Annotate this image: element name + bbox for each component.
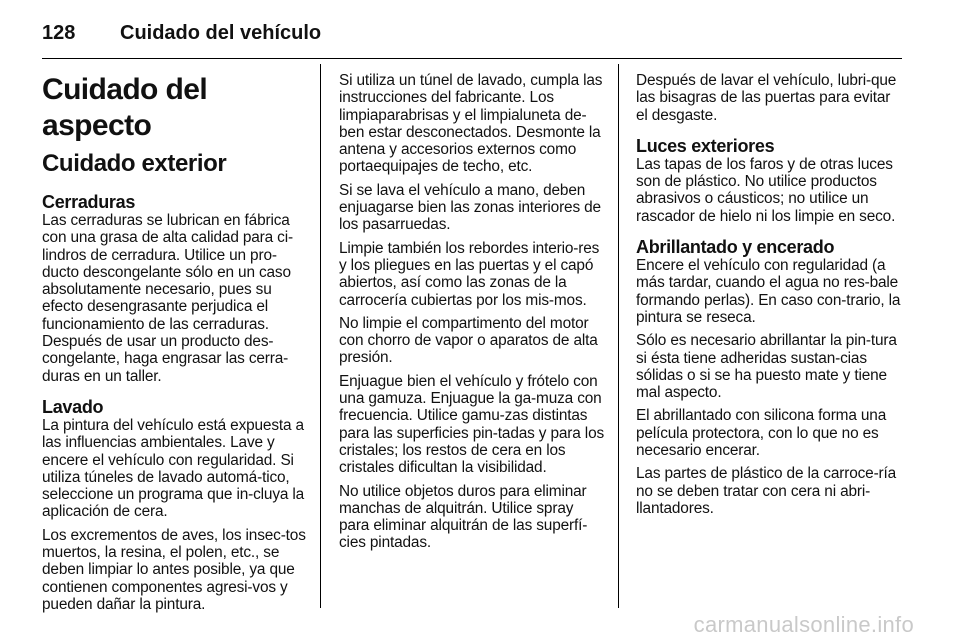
paragraph: No utilice objetos duros para eliminar manchas de alquitrán. Utilice spray para eliminar alquitrán de las superfí-cies pintadas. — [339, 482, 588, 552]
sub-heading: Cuidado exterior — [42, 150, 227, 177]
paragraph: Las partes de plástico de la carroce-ría no se deben tratar con cera ni abri-llantadores. — [636, 465, 897, 517]
watermark: carmanualsonline.info — [693, 612, 914, 637]
paragraph: Las cerraduras se lubrican en fábrica con una grasa de alta calidad para ci-lindros de cerradura. Utilice un pro-ducto descongelante sólo en un caso absolutamente necesario, pues su efecto desengrasante perjudica el funcionamiento de las cerraduras. Después de usar un producto des-congelante, haga engrasar las cerra-duras en un taller. — [42, 212, 293, 385]
paragraph: Enjuague bien el vehículo y frótelo con una gamuza. Enjuague la ga-muza con frecuencia. Utilice gamu-zas distintas para las superficies pin-tadas y para los cristales; los restos de cera en los cristales dificultan la visibilidad. — [339, 372, 605, 477]
column-1 — [42, 72, 310, 619]
section-heading-cerraduras: Cerraduras — [42, 192, 136, 212]
paragraph: Después de lavar el vehículo, lubri-que las bisagras de las puertas para evitar el desgaste. — [636, 72, 897, 124]
paragraph: No limpie el compartimento del motor con chorro de vapor o aparatos de alta presión. — [339, 314, 598, 367]
column-divider — [618, 64, 619, 608]
column-divider — [320, 64, 321, 608]
section-heading-abrillantado: Abrillantado y encerado — [636, 237, 835, 258]
paragraph: Encere el vehículo con regularidad (a más tardar, cuando el agua no res-bale formando perlas). En caso con-trario, la pintura se reseca. — [636, 257, 901, 326]
page-number: 128 — [42, 21, 76, 44]
chapter-title: Cuidado del vehículo — [120, 21, 322, 44]
main-heading: Cuidado del aspecto — [42, 73, 208, 142]
paragraph: Las tapas de los faros y de otras luces son de plástico. No utilice productos abrasivos o cáusticos; no utilice un rascador de hielo ni los limpie en seco. — [636, 155, 896, 225]
column-3 — [636, 72, 904, 523]
paragraph: Los excrementos de aves, los insec-tos muertos, la resina, el polen, etc., se deben limpiar lo antes posible, ya que contienen componentes agresi-vos y pueden dañar la pintura. — [42, 526, 306, 613]
paragraph: Si se lava el vehículo a mano, deben enjuagarse bien las zonas interiores de los pasarruedas. — [339, 181, 601, 234]
paragraph: Limpie también los rebordes interio-res y los pliegues en las puertas y el capó abiertos, así como las zonas de la carrocería cubiertas por los mis-mos. — [339, 239, 600, 309]
section-heading-lavado: Lavado — [42, 396, 104, 417]
paragraph: El abrillantado con silicona forma una película protectora, con lo que no es necesario encerar. — [636, 407, 887, 460]
section-heading-luces-exteriores: Luces exteriores — [636, 135, 775, 156]
paragraph: La pintura del vehículo está expuesta a las influencias ambientales. Lave y encere el vehículo con regularidad. Si utiliza túneles de lavado automá-tico, seleccione un programa que in-cluya la aplicación de cera. — [42, 416, 305, 521]
paragraph: Sólo es necesario abrillantar la pin-tura si ésta tiene adheridas sustan-cias sólidas o si se ha puesto mate y tiene mal aspecto. — [636, 332, 897, 402]
paragraph: Si utiliza un túnel de lavado, cumpla las instrucciones del fabricante. Los limpiaparabrisas y el limpialuneta de-ben estar desconectados. Desmonte la antena y accesorios externos como portaequipajes de techo, etc. — [339, 72, 603, 176]
column-2 — [339, 72, 607, 558]
header-rule — [42, 58, 902, 59]
page-header — [42, 18, 321, 48]
